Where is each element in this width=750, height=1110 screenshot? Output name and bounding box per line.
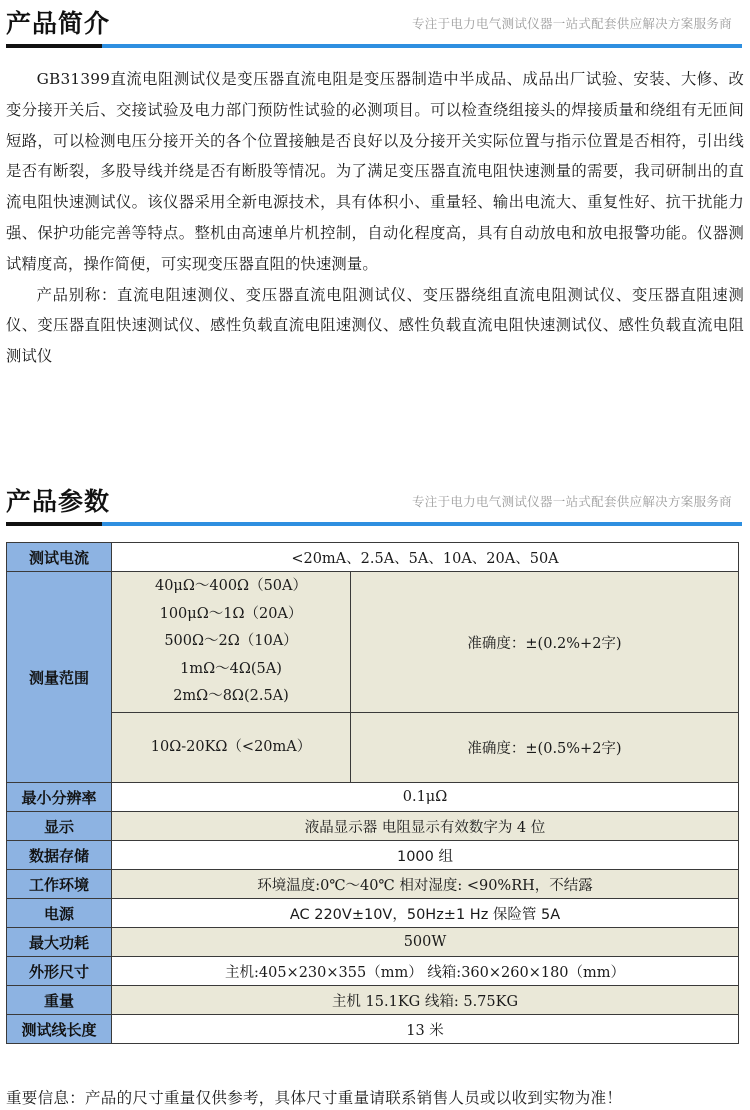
section-slogan: 专注于电力电气测试仪器一站式配套供应解决方案服务商 — [411, 16, 732, 31]
row-label: 显示 — [7, 812, 112, 841]
row-value: 13 米 — [112, 1015, 739, 1044]
intro-paragraph: GB31399直流电阻测试仪是变压器直流电阻是变压器制造中半成品、成品出厂试验、安装、大修、改变分接开关后、交接试验及电力部门预防性试验的必测项目。可以检查绕组接头的焊接质量和绕组有无匝间短路，可以检测电压分接开关的各个位置接触是否良好以及分接开关实际位置与指示位置是否相符，引出线是否有断裂，多股导线并绕是否有断股等情况。为了满足变压器直流电阻快速测量的需要，我司研制出的直流电阻快速测试仪。该仪器采用全新电源技术，具有体积小、重量轻、输出电流大、重复性好、抗干扰能力强、保护功能完善等特点。整机由高速单片机控制，自动化程度高，具有自动放电和放电报警功能。仪器测试精度高，操作简便，可实现变压器直阻的快速测量。 — [6, 70, 744, 273]
row-label: 最小分辨率 — [7, 783, 112, 812]
section-title: 产品参数 — [6, 487, 111, 516]
range-item: 500Ω～2Ω（10A） — [164, 633, 298, 650]
row-value: 环境温度:0℃～40℃ 相对湿度: <90%RH，不结露 — [112, 870, 739, 899]
row-label: 外形尺寸 — [7, 957, 112, 986]
row-value: 主机:405×230×355（mm） 线箱:360×260×180（mm） — [112, 957, 739, 986]
row-value: 液晶显示器 电阻显示有效数字为 4 位 — [112, 812, 739, 841]
params-table — [6, 542, 739, 1044]
row-label: 数据存储 — [7, 841, 112, 870]
table-row — [7, 899, 739, 928]
title-underline-blue — [102, 522, 742, 526]
row-value: AC 220V±10V，50Hz±1 Hz 保险管 5A — [112, 899, 739, 928]
row-value: 主机 15.1KG 线箱: 5.75KG — [112, 986, 739, 1015]
table-row — [7, 986, 739, 1015]
range-item: 10Ω-20KΩ（<20mA） — [112, 713, 351, 783]
title-underline-blue — [102, 44, 742, 48]
table-row — [7, 928, 739, 957]
range-list — [112, 572, 351, 713]
row-label: 电源 — [7, 899, 112, 928]
table-row — [7, 957, 739, 986]
title-underline-dark — [6, 44, 102, 48]
row-label: 最大功耗 — [7, 928, 112, 957]
table-row — [7, 713, 739, 783]
important-note: 重要信息：产品的尺寸重量仅供参考，具体尺寸重量请联系销售人员或以收到实物为准！ — [6, 1089, 623, 1107]
range-item: 40μΩ～400Ω（50A） — [154, 578, 308, 595]
section-title: 产品简介 — [6, 9, 111, 38]
range-item: 1mΩ～4Ω(5A) — [180, 660, 282, 677]
row-value: 1000 组 — [112, 841, 739, 870]
title-underline-dark — [6, 522, 102, 526]
range-item: 100μΩ～1Ω（20A） — [159, 605, 303, 622]
row-value: <20mA、2.5A、5A、10A、20A、50A — [112, 543, 739, 572]
row-label: 重量 — [7, 986, 112, 1015]
section-header-params — [0, 482, 750, 526]
row-label: 测试电流 — [7, 543, 112, 572]
accuracy-value: 准确度：±(0.5%+2字) — [351, 713, 739, 783]
section-header-intro — [0, 4, 750, 48]
alias-paragraph: 产品别称：直流电阻速测仪、变压器直流电阻测试仪、变压器绕组直流电阻测试仪、变压器直阻速测仪、变压器直阻快速测试仪、感性负载直流电阻速测仪、感性负载直流电阻快速测试仪、感性负载直流电阻测试仪 — [6, 285, 744, 366]
range-item: 2mΩ～8Ω(2.5A) — [173, 688, 289, 705]
table-row — [7, 870, 739, 899]
table-row — [7, 783, 739, 812]
table-row — [7, 572, 739, 713]
table-row — [7, 841, 739, 870]
accuracy-value: 准确度：±(0.2%+2字) — [351, 572, 739, 713]
row-label: 测试线长度 — [7, 1015, 112, 1044]
section-slogan: 专注于电力电气测试仪器一站式配套供应解决方案服务商 — [411, 494, 732, 509]
product-intro — [6, 64, 744, 372]
table-row — [7, 1015, 739, 1044]
row-label: 测量范围 — [7, 572, 112, 783]
row-label: 工作环境 — [7, 870, 112, 899]
table-row — [7, 812, 739, 841]
table-row — [7, 543, 739, 572]
row-value: 0.1μΩ — [112, 783, 739, 812]
row-value: 500W — [112, 928, 739, 957]
